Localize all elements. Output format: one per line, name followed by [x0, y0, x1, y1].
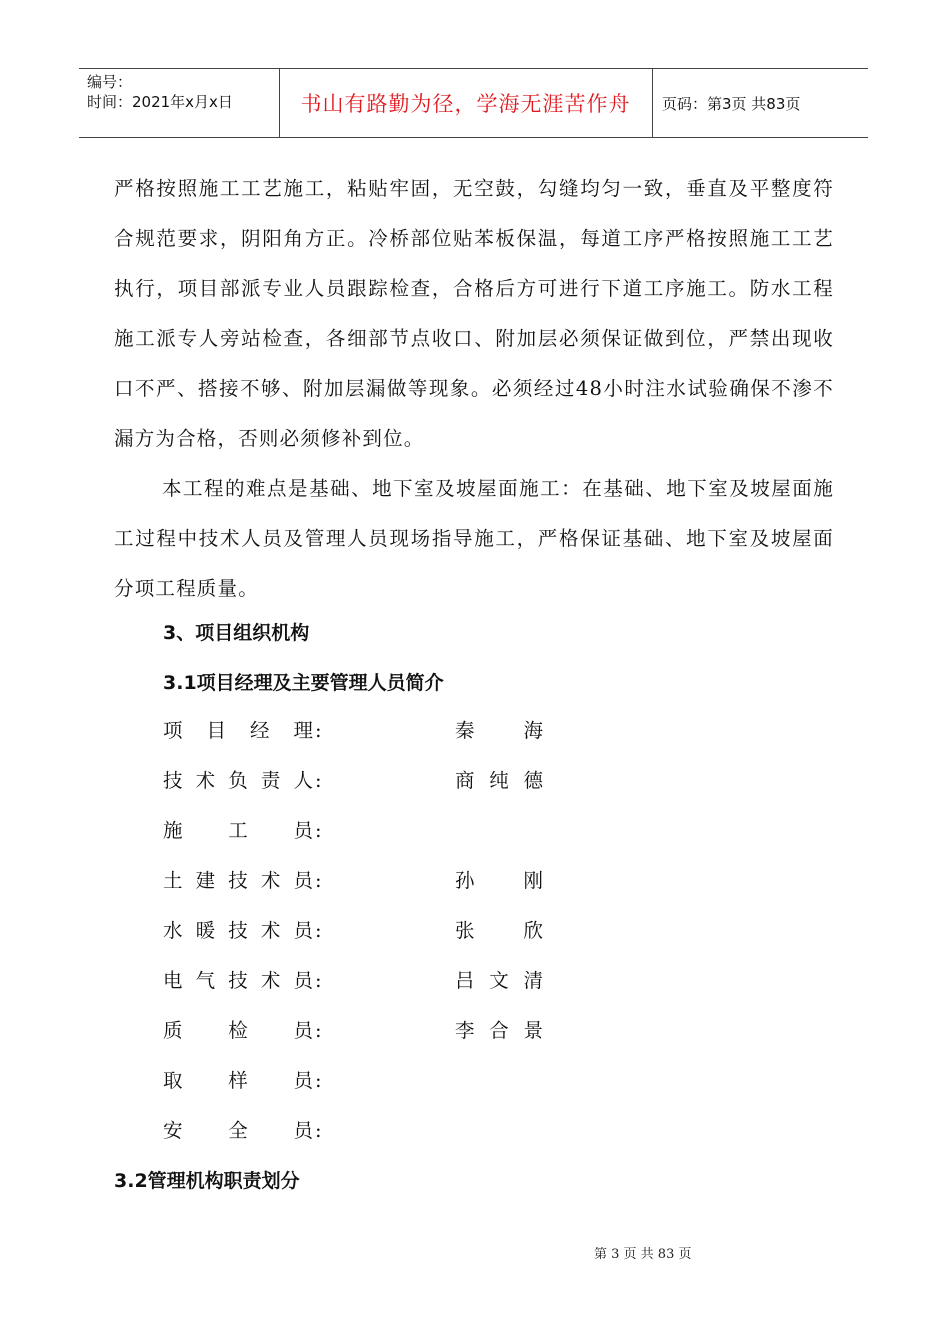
- roster-colon: :: [315, 1119, 322, 1142]
- roster-row: [163, 1006, 583, 1056]
- section-3-heading: 3、项目组织机构: [163, 622, 310, 644]
- footer-page-number: 第 3 页 共 83 页: [594, 1247, 692, 1262]
- roster-role-label: 技 术 负 责 人: [163, 769, 313, 792]
- roster-name: 吕 文 清: [455, 969, 543, 992]
- roster-name: 秦 海: [455, 719, 543, 742]
- roster-role: [163, 1056, 330, 1106]
- paragraph-1: 严格按照施工工艺施工，粘贴牢固，无空鼓，勾缝均匀一致，垂直及平整度符合规范要求，阴阳角方正。冷桥部位贴苯板保温，每道工序严格按照施工工艺执行，项目部派专业人员跟踪检查，合格后方可进行下道工序施工。防水工程施工派专人旁站检查，各细部节点收口、附加层必须保证做到位，严禁出现收口不严、搭接不够、附加层漏做等现象。必须经过48小时注水试验确保不渗不漏方为合格，否则必须修补到位。: [114, 177, 834, 450]
- roster-role-label: 取 样 员: [163, 1069, 313, 1092]
- roster-colon: :: [315, 1069, 322, 1092]
- roster-role: [163, 706, 330, 756]
- roster-role: [163, 1106, 330, 1156]
- document-time-label: 时间：2021年x月x日: [87, 93, 233, 111]
- roster-row: [163, 806, 583, 856]
- header-page-info: 页码：第3页 共83页: [662, 94, 801, 113]
- page-header: [79, 68, 868, 138]
- roster-row: [163, 906, 583, 956]
- roster-role: [163, 806, 330, 856]
- roster-row: [163, 856, 583, 906]
- roster-name: 李 合 景: [455, 1019, 543, 1042]
- roster-role: [163, 856, 330, 906]
- roster-row: [163, 1106, 583, 1156]
- roster-colon: :: [315, 919, 322, 942]
- roster-role: [163, 1006, 330, 1056]
- roster-name: 孙 刚: [455, 869, 543, 892]
- roster-row: [163, 756, 583, 806]
- roster-colon: :: [315, 969, 322, 992]
- roster-role: [163, 756, 330, 806]
- roster-row: [163, 956, 583, 1006]
- roster-colon: :: [315, 769, 322, 792]
- roster-colon: :: [315, 1019, 322, 1042]
- roster-role-label: 电 气 技 术 员: [163, 969, 313, 992]
- paragraph-2: 本工程的难点是基础、地下室及坡屋面施工：在基础、地下室及坡屋面施工过程中技术人员及管理人员现场指导施工，严格保证基础、地下室及坡屋面分项工程质量。: [114, 477, 834, 600]
- roster-role: [163, 956, 330, 1006]
- roster-role-label: 安 全 员: [163, 1119, 313, 1142]
- section-3-1-heading: 3.1项目经理及主要管理人员简介: [163, 672, 444, 694]
- roster-row: [163, 1056, 583, 1106]
- roster-colon: :: [315, 869, 322, 892]
- roster-role: [163, 906, 330, 956]
- document-body: [114, 164, 834, 614]
- roster-row: [163, 706, 583, 756]
- roster-name: 张 欣: [455, 919, 543, 942]
- header-motto: 书山有路勤为径，学海无涯苦作舟: [300, 92, 631, 116]
- roster-role-label: 质 检 员: [163, 1019, 313, 1042]
- roster-colon: :: [315, 719, 322, 742]
- staff-roster: [163, 706, 583, 1156]
- roster-role-label: 土 建 技 术 员: [163, 869, 313, 892]
- header-meta: [87, 72, 233, 112]
- roster-name: 商 纯 德: [455, 769, 543, 792]
- section-3-2-heading: 3.2管理机构职责划分: [114, 1170, 300, 1192]
- document-number-label: 编号：: [87, 73, 133, 91]
- roster-role-label: 水 暖 技 术 员: [163, 919, 313, 942]
- roster-colon: :: [315, 819, 322, 842]
- roster-role-label: 项 目 经 理: [163, 719, 313, 742]
- header-divider: [652, 69, 653, 137]
- roster-role-label: 施 工 员: [163, 819, 313, 842]
